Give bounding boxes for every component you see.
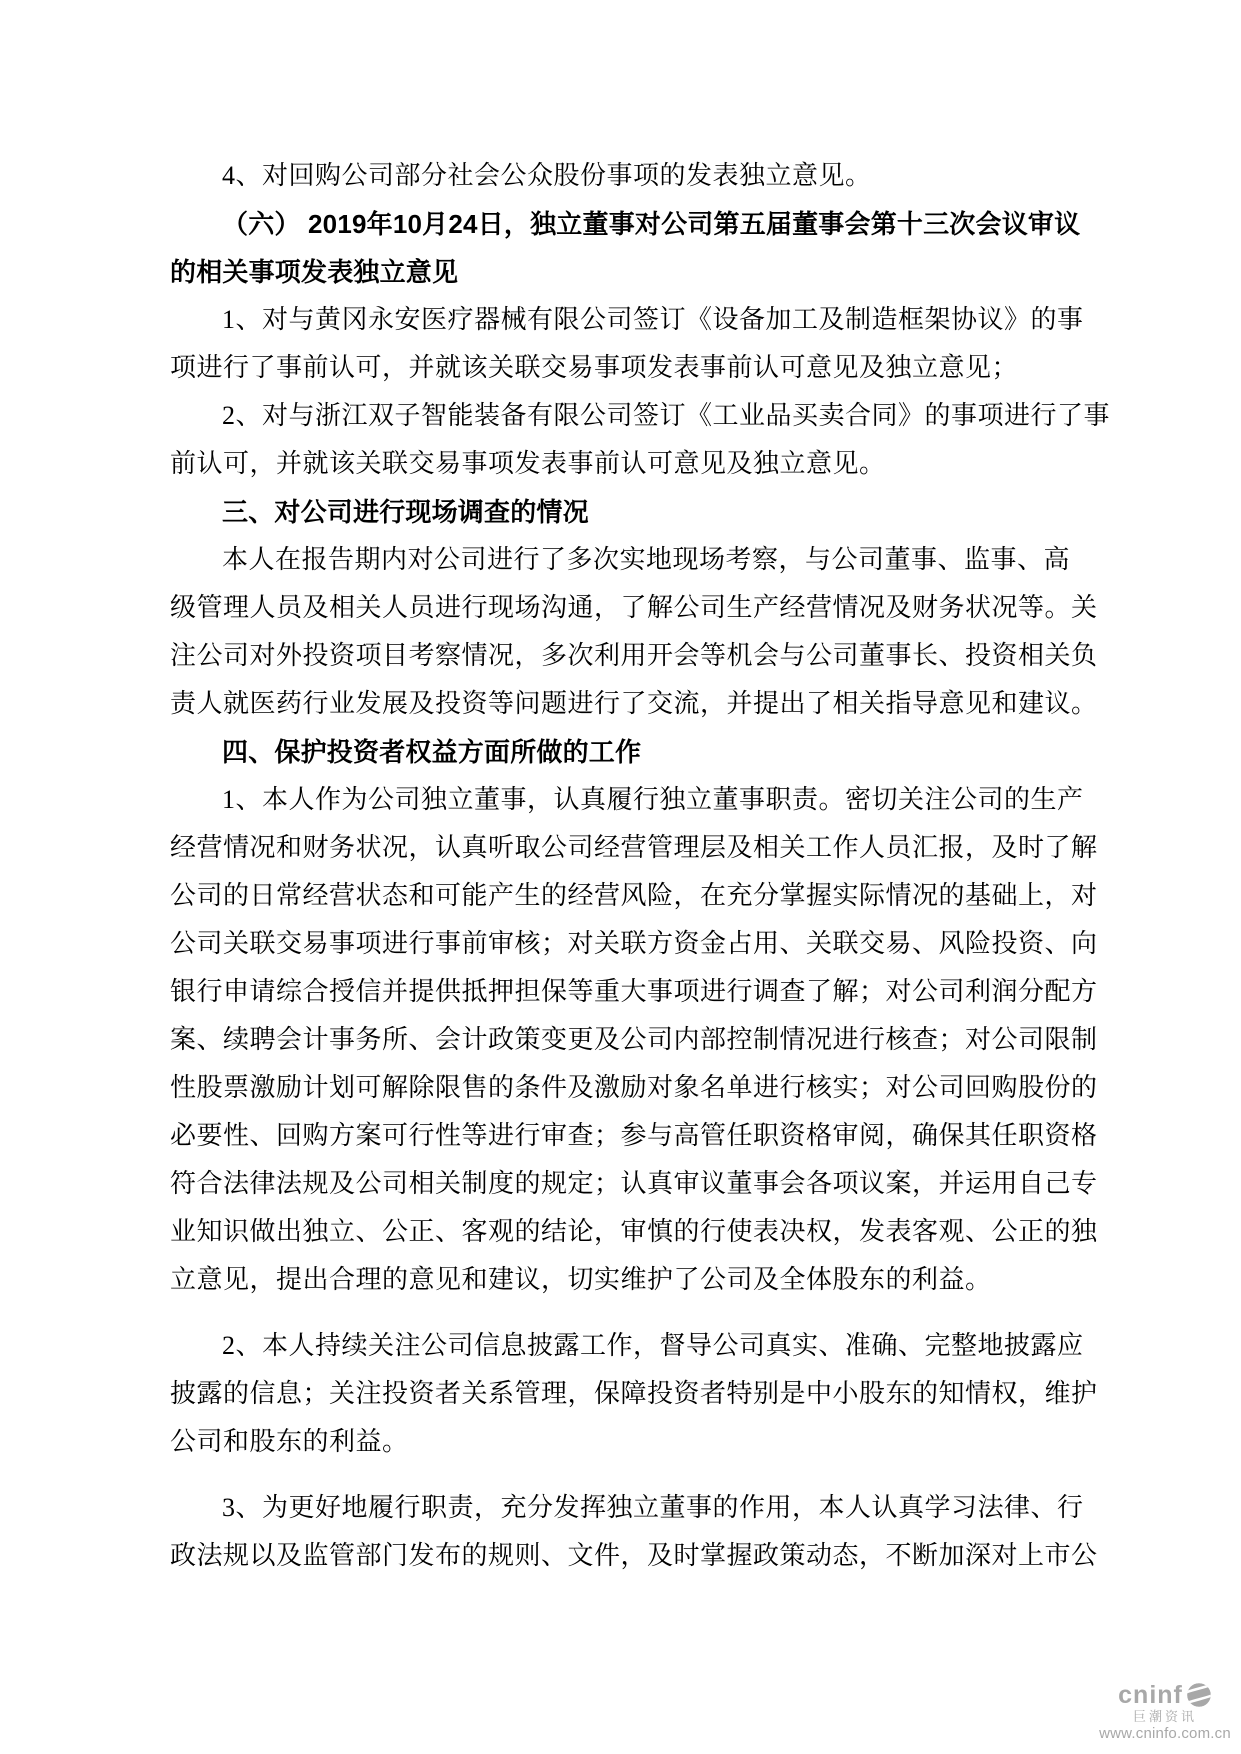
text-line: 经营情况和财务状况，认真听取公司经营管理层及相关工作人员汇报，及时了解: [170, 833, 1098, 862]
paragraph: [170, 1484, 1110, 1580]
text-line: 2、对与浙江双子智能装备有限公司签订《工业品买卖合同》的事项进行了事: [222, 401, 1111, 430]
text-line: 1、对与黄冈永安医疗器械有限公司签订《设备加工及制造框架协议》的事: [222, 305, 1084, 334]
paragraph: [170, 296, 1110, 392]
cninfo-brand-text: cninf: [1118, 1681, 1183, 1709]
text-line: 的相关事项发表独立意见: [170, 257, 459, 287]
section-heading: [170, 728, 1110, 776]
cninfo-brand-chinese: 巨潮资讯: [1132, 1709, 1197, 1724]
text-line: 责人就医药行业发展及投资等问题进行了交流，并提出了相关指导意见和建议。: [170, 689, 1098, 718]
text-line: 4、对回购公司部分社会公众股份事项的发表独立意见。: [222, 161, 872, 190]
text-line: 公司和股东的利益。: [170, 1427, 409, 1456]
text-line: 案、续聘会计事务所、会计政策变更及公司内部控制情况进行核查；对公司限制: [170, 1025, 1098, 1054]
text-line: 公司的日常经营状态和可能产生的经营风险，在充分掌握实际情况的基础上，对: [170, 881, 1098, 910]
text-line: 披露的信息；关注投资者关系管理，保障投资者特别是中小股东的知情权，维护: [170, 1379, 1098, 1408]
text-line: 立意见，提出合理的意见和建议，切实维护了公司及全体股东的利益。: [170, 1265, 992, 1294]
text-line: 业知识做出独立、公正、客观的结论，审慎的行使表决权，发表客观、公正的独: [170, 1217, 1098, 1246]
text-line: 三、对公司进行现场调查的情况: [222, 497, 589, 527]
text-line: 性股票激励计划可解除限售的条件及激励对象名单进行核实；对公司回购股份的: [170, 1073, 1098, 1102]
paragraph: [170, 152, 1110, 200]
text-line: 项进行了事前认可，并就该关联交易事项发表事前认可意见及独立意见；: [170, 353, 1019, 382]
cninfo-sphere-icon: [1186, 1682, 1212, 1708]
section-heading: [170, 488, 1110, 536]
cninfo-url: www.cninfo.com.cn: [1099, 1725, 1231, 1742]
section-heading: [170, 200, 1110, 296]
paragraph: [170, 776, 1110, 1304]
text-line: 2、本人持续关注公司信息披露工作，督导公司真实、准确、完整地披露应: [222, 1331, 1084, 1360]
paragraph: [170, 1322, 1110, 1466]
text-line: （六） 2019年10月24日，独立董事对公司第五届董事会第十三次会议审议: [222, 209, 1081, 239]
cninfo-logo-row: [1097, 1682, 1233, 1708]
text-line: 公司关联交易事项进行事前审核；对关联方资金占用、关联交易、风险投资、向: [170, 929, 1098, 958]
text-line: 必要性、回购方案可行性等进行审查；参与高管任职资格审阅，确保其任职资格: [170, 1121, 1098, 1150]
text-line: 符合法律法规及公司相关制度的规定；认真审议董事会各项议案，并运用自己专: [170, 1169, 1098, 1198]
paragraph: [170, 536, 1110, 728]
text-line: 四、保护投资者权益方面所做的工作: [222, 737, 642, 767]
cninfo-logo: [1097, 1682, 1233, 1742]
text-line: 前认可，并就该关联交易事项发表事前认可意见及独立意见。: [170, 449, 886, 478]
paragraph: [170, 392, 1110, 488]
text-line: 银行申请综合授信并提供抵押担保等重大事项进行调查了解；对公司利润分配方: [170, 977, 1098, 1006]
text-line: 本人在报告期内对公司进行了多次实地现场考察，与公司董事、监事、高: [222, 545, 1071, 574]
document-body: [170, 152, 1110, 1580]
text-line: 1、本人作为公司独立董事，认真履行独立董事职责。密切关注公司的生产: [222, 785, 1084, 814]
text-line: 政法规以及监管部门发布的规则、文件，及时掌握政策动态，不断加深对上市公: [170, 1541, 1098, 1570]
text-line: 3、为更好地履行职责，充分发挥独立董事的作用，本人认真学习法律、行: [222, 1493, 1084, 1522]
text-line: 注公司对外投资项目考察情况，多次利用开会等机会与公司董事长、投资相关负: [170, 641, 1098, 670]
text-line: 级管理人员及相关人员进行现场沟通，了解公司生产经营情况及财务状况等。关: [170, 593, 1098, 622]
